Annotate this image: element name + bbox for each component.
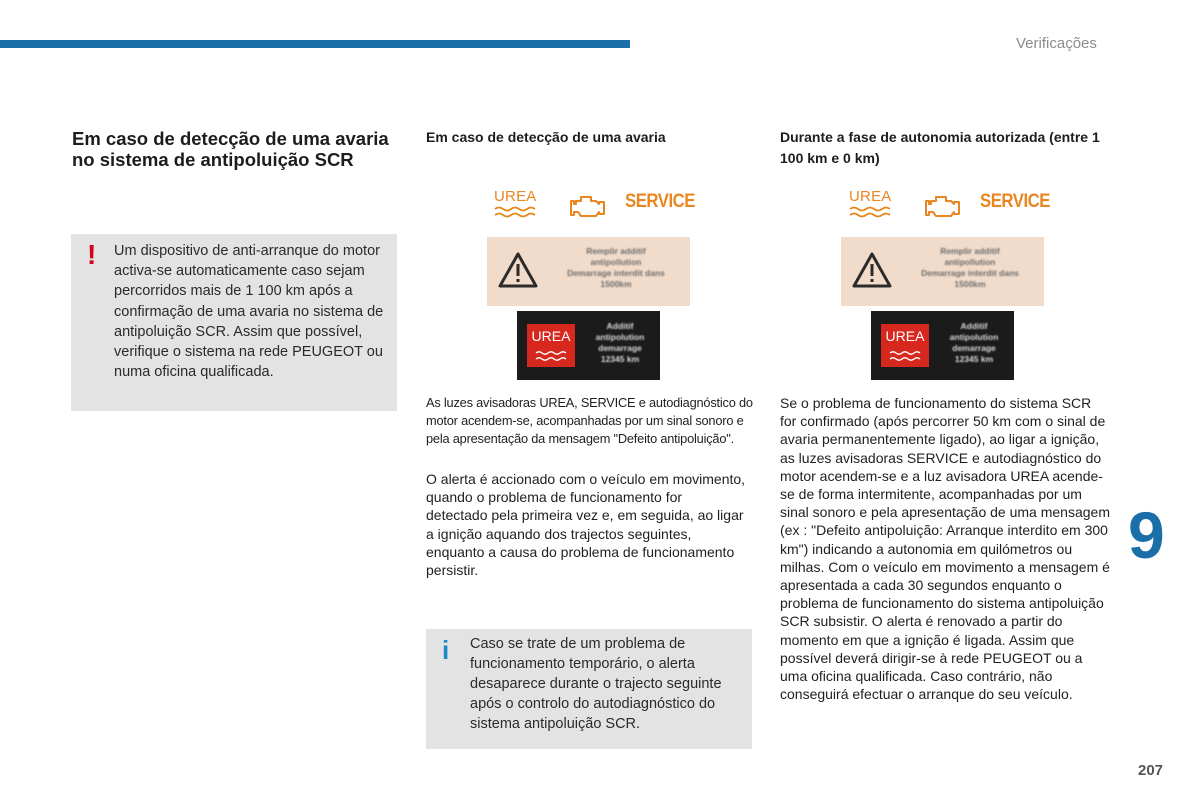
display-message-text — [903, 246, 1037, 290]
exclamation-icon: ! — [87, 239, 97, 270]
info-box — [426, 629, 752, 749]
engine-check-icon — [923, 192, 963, 220]
display-message-line: Remplir additif — [586, 246, 646, 256]
dashboard-message-line: antipolution — [595, 332, 645, 342]
urea-warning-light — [881, 324, 929, 367]
dashboard-message-panel — [517, 311, 660, 380]
warning-triangle-icon — [851, 251, 893, 289]
urea-icon — [849, 189, 899, 221]
display-message-line: Remplir additif — [940, 246, 1000, 256]
header-accent-bar — [0, 40, 630, 48]
urea-waves-icon — [849, 206, 895, 220]
display-message-line: antipollution — [944, 257, 996, 267]
dashboard-message-line: demarrage — [598, 343, 642, 353]
display-message-line: 1500km — [600, 279, 632, 289]
dashboard-message-line: 12345 km — [954, 354, 994, 364]
display-message-line: Demarrage interdit dans — [921, 268, 1019, 278]
dashboard-message-line: Additif — [606, 321, 634, 331]
dashboard-message-panel — [871, 311, 1014, 380]
page-number: 207 — [1138, 762, 1164, 779]
section-title: Verificações — [1016, 35, 1097, 52]
urea-label: UREA — [849, 188, 892, 205]
urea-waves-icon — [889, 350, 921, 362]
page-title: Em caso de detecção de uma avaria no sistema de antipoluição SCR — [72, 128, 389, 170]
service-label: SERVICE — [625, 191, 696, 212]
display-message-panel — [841, 237, 1044, 306]
info-icon: i — [442, 635, 450, 665]
dashboard-urea-label: UREA — [531, 328, 571, 344]
chapter-number: 9 — [1128, 498, 1165, 572]
dashboard-message-line: antipolution — [949, 332, 999, 342]
dashboard-message-text — [938, 321, 1010, 365]
urea-waves-icon — [535, 350, 567, 362]
display-message-line: Demarrage interdit dans — [567, 268, 665, 278]
urea-waves-icon — [494, 206, 540, 220]
info-text: Caso se trate de um problema de funcionamento temporário, o alerta desaparece durante o trajecto seguinte após o controlo do autodiagnóstico do sistema antipoluição SCR. — [470, 636, 722, 732]
display-message-line: 1500km — [954, 279, 986, 289]
dashboard-message-line: 12345 km — [600, 354, 640, 364]
service-label: SERVICE — [980, 191, 1051, 212]
warning-box — [71, 234, 397, 411]
urea-icon — [494, 189, 544, 221]
dashboard-message-line: demarrage — [952, 343, 996, 353]
dashboard-message-line: Additif — [960, 321, 988, 331]
display-message-text — [549, 246, 683, 290]
malfunction-intro-text: As luzes avisadoras UREA, SERVICE e autodiagnóstico do motor acendem-se, acompanhadas por um sinal sonoro e pela apresentação da mensagem "Defeito antipoluição". — [426, 395, 753, 447]
urea-warning-light — [527, 324, 575, 367]
engine-check-icon — [568, 192, 608, 220]
column-heading-malfunction: Em caso de detecção de uma avaria — [426, 129, 666, 145]
indicator-lights-row — [494, 189, 694, 223]
indicator-lights-row — [849, 189, 1049, 223]
malfunction-body-text: O alerta é accionado com o veículo em movimento, quando o problema de funcionamento for detectado pela primeira vez e, em seguida, ao ligar a ignição aquando dos trajectos seguintes, enquanto a causa do problema de funcionamento persistir. — [426, 471, 746, 579]
warning-text: Um dispositivo de anti-arranque do motor activa-se automaticamente caso sejam percorridos mais de 1 100 km após a confirmação de uma avaria no sistema de antipoluição SCR. Assim que possível, verifique o sistema na rede PEUGEOT ou numa oficina qualificada. — [114, 243, 384, 381]
display-message-line: antipollution — [590, 257, 642, 267]
dashboard-urea-label: UREA — [885, 328, 925, 344]
display-message-panel — [487, 237, 690, 306]
autonomy-body-text: Se o problema de funcionamento do sistema SCR for confirmado (após percorrer 50 km com o sinal de avaria permanentemente ligado), ao ligar a ignição, as luzes avisadoras SERVICE e autodiagnóstico do motor acendem-se e a luz avisadora UREA acende-se de forma intermitente, acompanhadas por um sinal sonoro e pela apresentação de uma mensagem (ex : "Defeito antipoluição: Arranque interdito em 300 km") indicando a autonomia em quilómetros ou milhas. Com o veículo em movimento a mensagem é apresentada a cada 30 segundos enquanto o problema de funcionamento do sistema antipoluição SCR subsistir. O alerta é renovado a partir do momento em que a ignição é ligada. Assim que possível deverá dirigir-se à rede PEUGEOT ou a uma oficina qualificada. Caso contrário, não conseguirá efectuar o arranque do seu veículo. — [780, 395, 1110, 703]
dashboard-message-text — [584, 321, 656, 365]
urea-label: UREA — [494, 188, 537, 205]
column-heading-autonomy: Durante a fase de autonomia autorizada (entre 1 100 km e 0 km) — [780, 129, 1100, 166]
warning-triangle-icon — [497, 251, 539, 289]
